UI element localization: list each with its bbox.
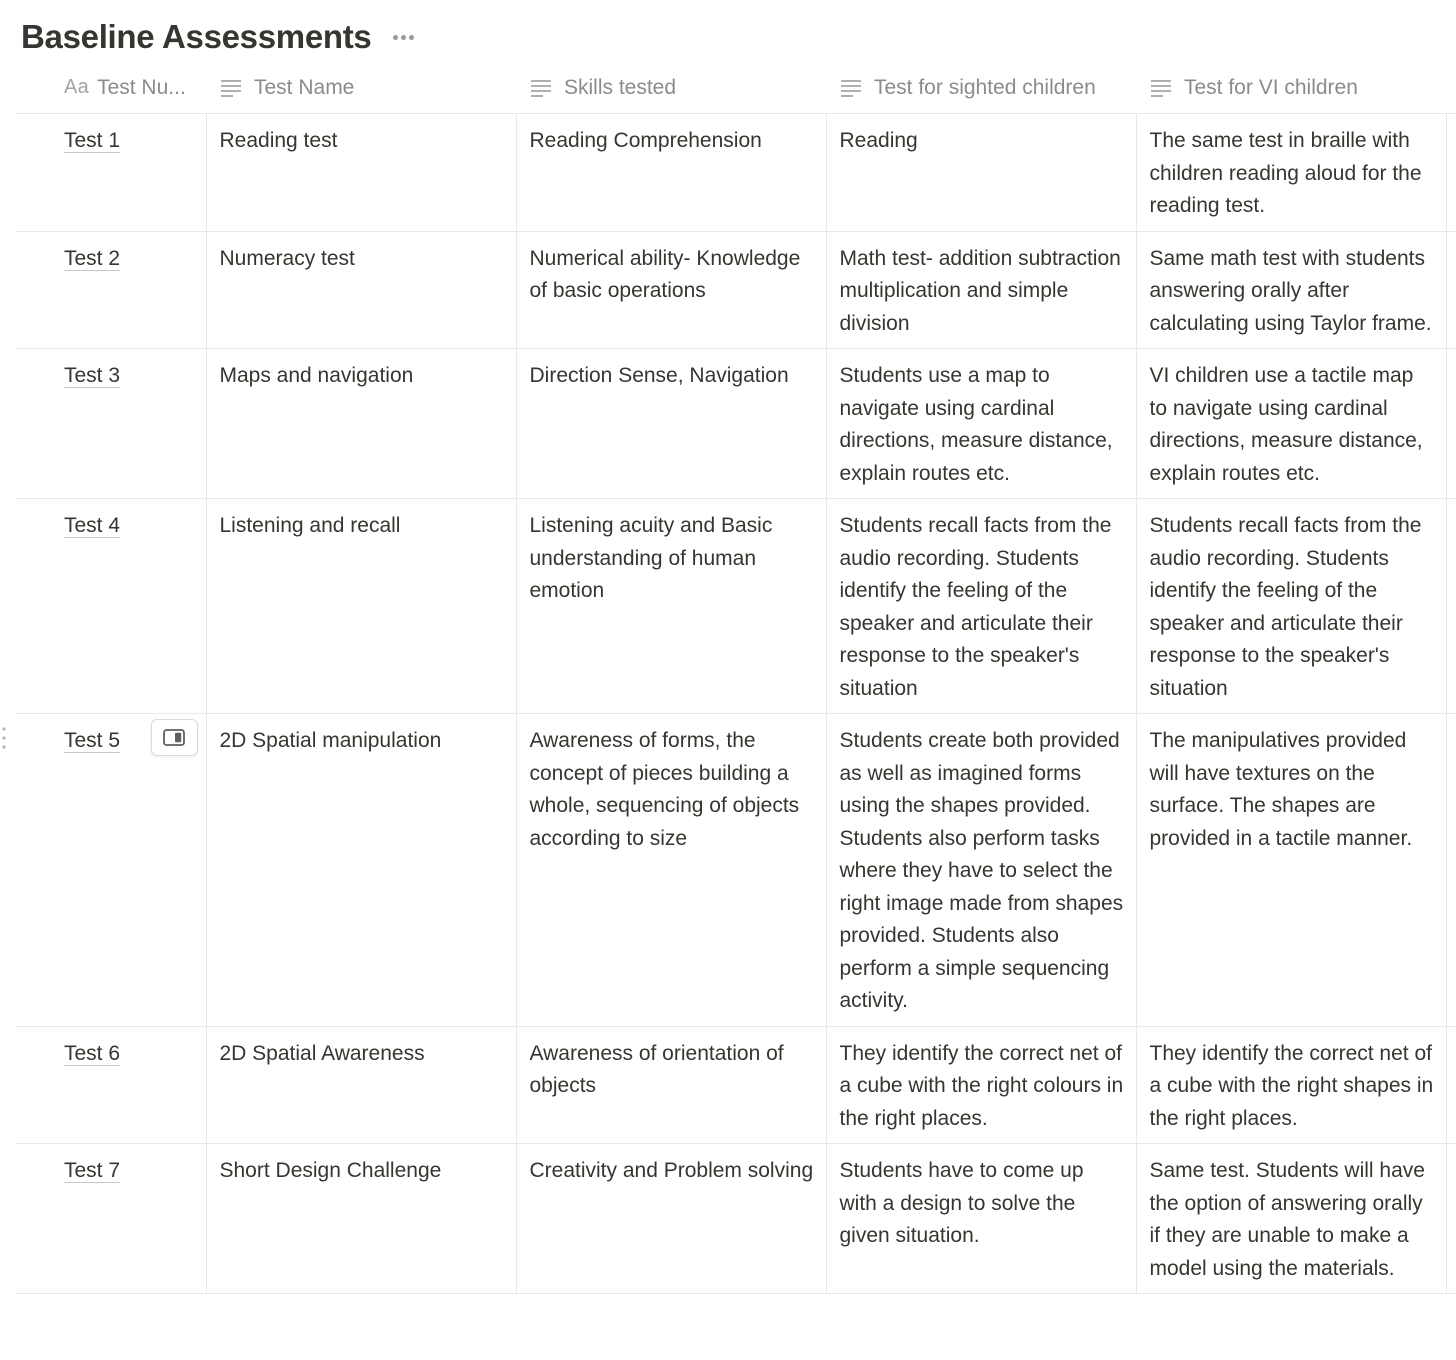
cell-sighted[interactable]: Students create both provided as well as imagined forms using the shapes provided. Students also perform tasks where they have to select the right image made from shapes provided. Students also perform a simple sequencing activity. — [826, 714, 1136, 1027]
cell-overflow — [1446, 349, 1456, 499]
drag-handle-icon[interactable] — [2, 726, 10, 750]
cell-overflow — [1446, 231, 1456, 349]
title-property-icon: Aa — [64, 76, 90, 98]
cell-test-name[interactable]: Reading test — [206, 114, 516, 232]
cell-test-number[interactable] — [15, 114, 206, 232]
cell-skills[interactable]: Numerical ability- Knowledge of basic operations — [516, 231, 826, 349]
row-title-link[interactable]: Test 2 — [64, 246, 121, 270]
cell-test-name[interactable]: Short Design Challenge — [206, 1144, 516, 1294]
row-title-link[interactable]: Test 7 — [64, 1159, 121, 1182]
cell-test-name[interactable]: Listening and recall — [206, 499, 516, 714]
cell-test-name[interactable]: 2D Spatial manipulation — [206, 714, 516, 1027]
cell-overflow — [1446, 1144, 1456, 1294]
cell-overflow — [1446, 1026, 1456, 1144]
row-title-link[interactable]: Test 5 — [64, 729, 121, 752]
cell-sighted[interactable]: Students recall facts from the audio recording. Students identify the feeling of the speaker and articulate their response to the speaker's situation — [826, 499, 1136, 714]
cell-vi[interactable]: Students recall facts from the audio recording. Students identify the feeling of the speaker and articulate their response to the speaker's situation — [1136, 499, 1446, 714]
cell-overflow — [1446, 114, 1456, 232]
row-title-link[interactable]: Test 6 — [64, 1041, 121, 1065]
cell-vi[interactable]: Same test. Students will have the option of answering orally if they are unable to make a model using the materials. — [1136, 1144, 1446, 1294]
row-title-link[interactable]: Test 1 — [64, 129, 121, 152]
column-header-test-number[interactable] — [15, 62, 206, 114]
text-lines-icon — [530, 79, 552, 97]
column-header-label: Test for VI children — [1184, 75, 1358, 99]
database-table — [15, 62, 1456, 1294]
cell-sighted[interactable]: Students have to come up with a design to solve the given situation. — [826, 1144, 1136, 1294]
cell-skills[interactable]: Reading Comprehension — [516, 114, 826, 232]
column-header-vi[interactable] — [1136, 62, 1446, 114]
cell-vi[interactable]: VI children use a tactile map to navigate using cardinal directions, measure distance, explain routes etc. — [1136, 349, 1446, 499]
column-header-test-name[interactable] — [206, 62, 516, 114]
cell-test-name[interactable]: Maps and navigation — [206, 349, 516, 499]
cell-skills[interactable]: Awareness of orientation of objects — [516, 1026, 826, 1144]
cell-skills[interactable]: Direction Sense, Navigation — [516, 349, 826, 499]
row-title-link[interactable]: Test 3 — [64, 364, 121, 387]
table-row[interactable] — [15, 1026, 1456, 1144]
column-header-label: Test Name — [254, 75, 355, 99]
cell-sighted[interactable]: Math test- addition subtraction multiplication and simple division — [826, 231, 1136, 349]
text-lines-icon — [840, 79, 862, 97]
more-options-button[interactable] — [389, 23, 417, 51]
open-in-side-peek-icon — [163, 729, 185, 746]
cell-test-number[interactable] — [15, 231, 206, 349]
cell-test-number[interactable] — [15, 349, 206, 499]
table-row-hovered[interactable] — [15, 714, 1456, 1027]
cell-overflow — [1446, 499, 1456, 714]
cell-test-number[interactable] — [15, 1144, 206, 1294]
cell-test-name[interactable]: 2D Spatial Awareness — [206, 1026, 516, 1144]
column-header-label: Test Nu... — [97, 75, 186, 99]
column-header-skills-tested[interactable] — [516, 62, 826, 114]
text-lines-icon — [1150, 79, 1172, 97]
column-header-overflow — [1446, 62, 1456, 114]
table-row[interactable] — [15, 499, 1456, 714]
column-header-label: Test for sighted children — [874, 75, 1096, 99]
cell-vi[interactable]: The manipulatives provided will have textures on the surface. The shapes are provided in a tactile manner. — [1136, 714, 1446, 1027]
row-title-link[interactable]: Test 4 — [64, 514, 121, 537]
cell-test-number[interactable] — [15, 499, 206, 714]
open-in-side-peek-button[interactable] — [151, 719, 198, 756]
cell-test-number[interactable] — [15, 714, 206, 1027]
cell-sighted[interactable]: Students use a map to navigate using cardinal directions, measure distance, explain routes etc. — [826, 349, 1136, 499]
cell-sighted[interactable]: They identify the correct net of a cube with the right colours in the right places. — [826, 1026, 1136, 1144]
database-title[interactable]: Baseline Assessments — [21, 18, 372, 55]
table-row[interactable] — [15, 349, 1456, 499]
table-row[interactable] — [15, 231, 1456, 349]
cell-skills[interactable]: Creativity and Problem solving — [516, 1144, 826, 1294]
text-lines-icon — [220, 79, 242, 97]
table-row[interactable] — [15, 1144, 1456, 1294]
table-row[interactable] — [15, 114, 1456, 232]
cell-skills[interactable]: Listening acuity and Basic understanding of human emotion — [516, 499, 826, 714]
cell-test-number[interactable] — [15, 1026, 206, 1144]
cell-overflow — [1446, 714, 1456, 1027]
column-header-label: Skills tested — [564, 75, 677, 99]
header-row — [15, 62, 1456, 114]
cell-sighted[interactable]: Reading — [826, 114, 1136, 232]
cell-test-name[interactable]: Numeracy test — [206, 231, 516, 349]
title-row — [21, 14, 417, 60]
more-horizontal-icon — [393, 35, 398, 40]
cell-vi[interactable]: They identify the correct net of a cube with the right shapes in the right places. — [1136, 1026, 1446, 1144]
column-header-sighted[interactable] — [826, 62, 1136, 114]
cell-vi[interactable]: The same test in braille with children reading aloud for the reading test. — [1136, 114, 1446, 232]
cell-skills[interactable]: Awareness of forms, the concept of pieces building a whole, sequencing of objects according to size — [516, 714, 826, 1027]
cell-vi[interactable]: Same math test with students answering orally after calculating using Taylor frame. — [1136, 231, 1446, 349]
